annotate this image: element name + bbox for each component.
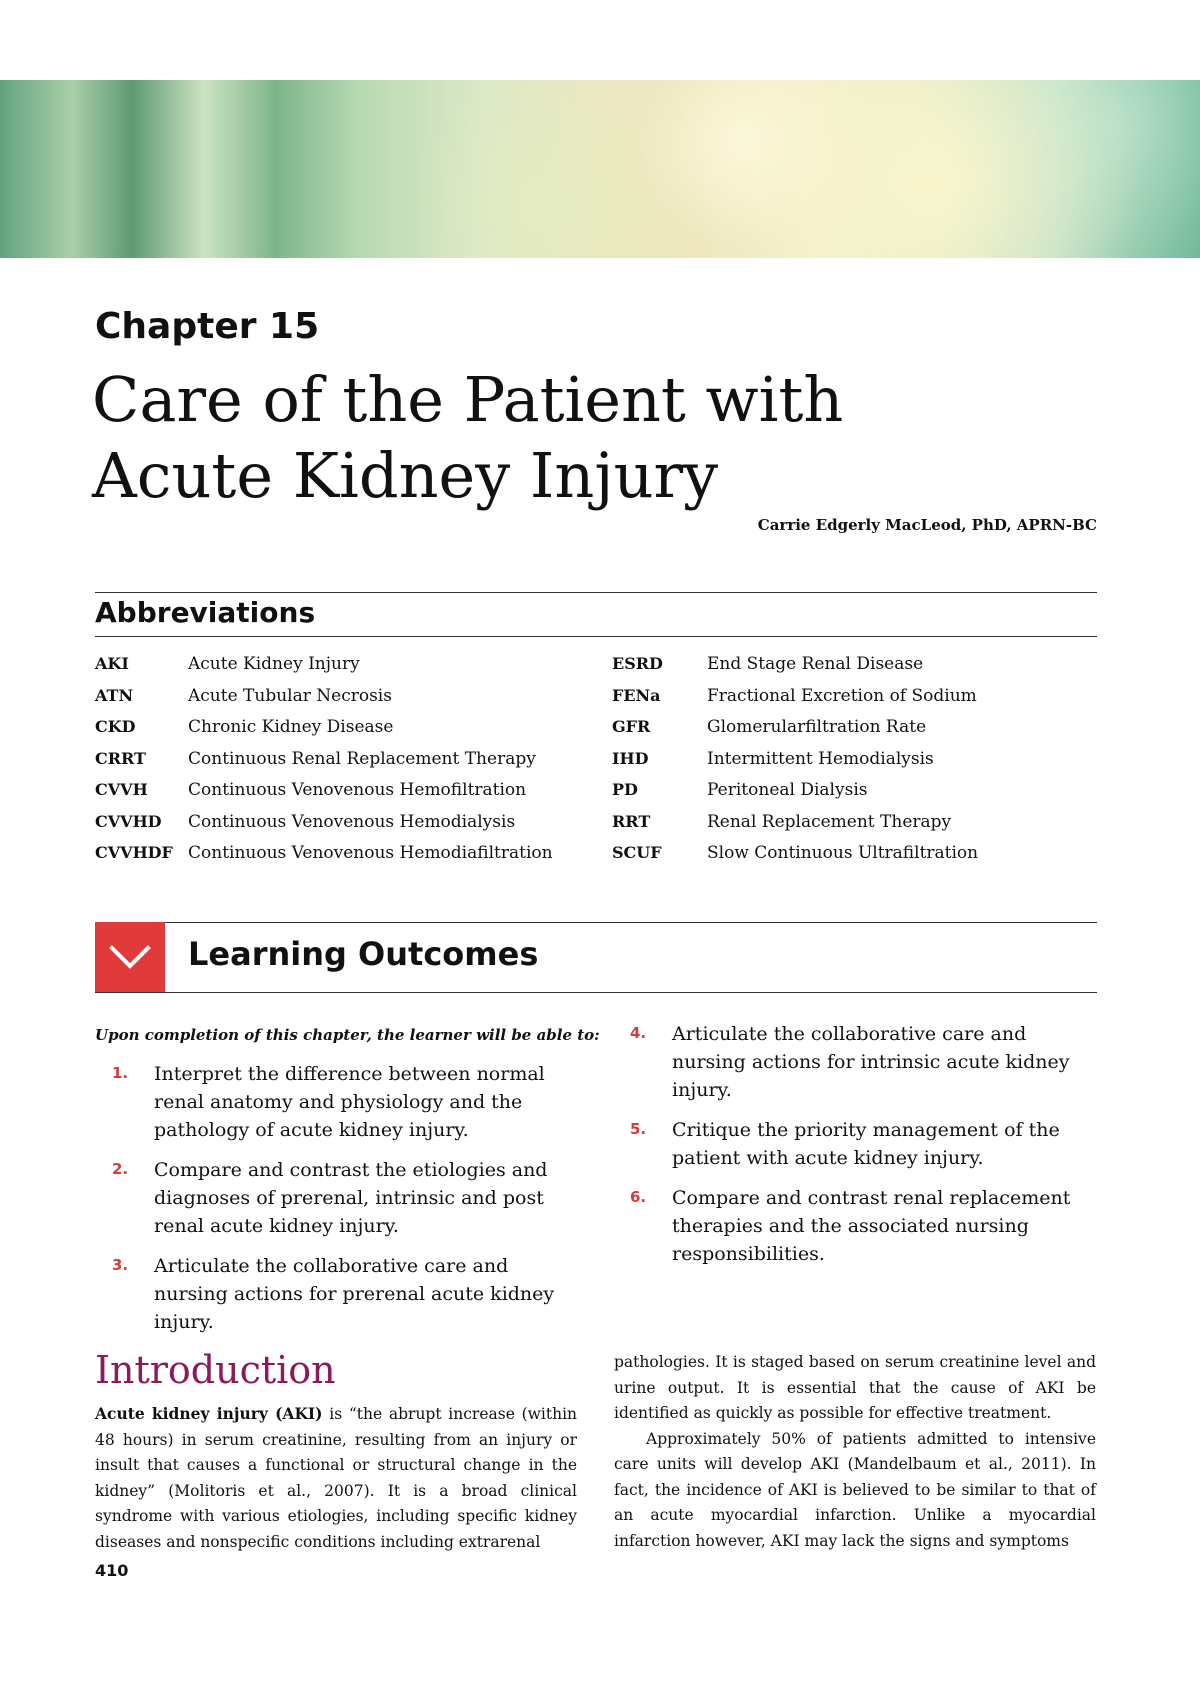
abbreviation-row (95, 843, 615, 875)
abbreviation-term: Continuous Venovenous Hemofiltration (188, 780, 527, 800)
abbreviation-term: Slow Continuous Ultrafiltration (707, 843, 979, 863)
divider (95, 636, 1097, 637)
abbreviation-code: ATN (95, 685, 134, 705)
outcome-number: 1. (112, 1064, 129, 1082)
chapter-title-line1: Care of the Patient with (92, 363, 844, 436)
chevron-down-icon (108, 943, 152, 971)
defined-term: Acute kidney injury (AKI) (95, 1404, 323, 1423)
abbreviation-term: Continuous Venovenous Hemodialysis (188, 811, 516, 832)
abbreviation-code: CRRT (95, 748, 146, 768)
outcome-item (630, 1020, 1085, 1104)
abbreviation-code: CVVHD (95, 811, 162, 831)
abbreviation-term: Renal Replacement Therapy (707, 811, 952, 832)
outcome-number: 2. (112, 1160, 129, 1178)
abbreviation-row (612, 780, 1092, 812)
divider (95, 922, 1097, 923)
divider (95, 992, 1097, 993)
outcome-number: 3. (112, 1256, 129, 1274)
chapter-author: Carrie Edgerly MacLeod, PhD, APRN-BC (757, 516, 1097, 534)
outcome-text: Articulate the collaborative care and nursing actions for prerenal acute kidney injury. (154, 1255, 555, 1333)
abbreviation-term: End Stage Renal Disease (707, 654, 924, 674)
abbreviations-heading: Abbreviations (95, 596, 316, 629)
abbreviation-term: Intermittent Hemodialysis (707, 748, 934, 769)
abbreviation-row (95, 780, 615, 812)
abbreviation-code: CVVH (95, 780, 148, 799)
abbreviation-term: Acute Kidney Injury (188, 654, 360, 674)
outcome-item (112, 1156, 587, 1240)
abbreviation-row (95, 654, 615, 686)
introduction-right-column (614, 1350, 1096, 1554)
outcome-text: Compare and contrast renal replacement therapies and the associated nursing responsibilities. (672, 1187, 1071, 1265)
outcomes-list-left (112, 1060, 587, 1348)
abbreviation-row (612, 812, 1092, 844)
abbreviation-code: GFR (612, 717, 651, 736)
outcome-number: 6. (630, 1188, 647, 1206)
abbreviation-term: Continuous Renal Replacement Therapy (188, 748, 536, 769)
abbreviations-list-right (612, 654, 1092, 875)
chapter-title (92, 362, 992, 514)
abbreviation-term: Fractional Excretion of Sodium (707, 685, 977, 706)
abbreviations-list-left (95, 654, 615, 875)
outcomes-intro: Upon completion of this chapter, the learner will be able to: (95, 1026, 600, 1044)
abbreviation-row (612, 843, 1092, 875)
outcome-number: 4. (630, 1024, 647, 1042)
abbreviation-term: Chronic Kidney Disease (188, 717, 394, 737)
abbreviation-code: SCUF (612, 843, 662, 862)
abbreviation-term: Acute Tubular Necrosis (188, 685, 392, 706)
abbreviation-row (612, 717, 1092, 749)
abbreviation-code: FENa (612, 685, 661, 705)
abbreviation-row (95, 749, 615, 781)
abbreviation-row (95, 717, 615, 749)
abbreviation-code: IHD (612, 748, 649, 768)
abbreviation-code: AKI (95, 654, 129, 673)
abbreviation-code: ESRD (612, 654, 663, 673)
outcomes-badge (95, 922, 165, 992)
introduction-paragraph: pathologies. It is staged based on serum creatinine level and urine output. It is essential that the cause of AKI be identified as quickly as possible for effective treatment. (614, 1353, 1096, 1422)
outcome-number: 5. (630, 1120, 647, 1138)
abbreviation-row (612, 749, 1092, 781)
outcome-text: Interpret the difference between normal renal anatomy and physiology and the pathology of acute kidney injury. (154, 1063, 545, 1141)
outcome-item (630, 1184, 1085, 1268)
outcome-text: Critique the priority management of the patient with acute kidney injury. (672, 1119, 1060, 1169)
abbreviation-row (612, 686, 1092, 718)
paragraph-text: is “the abrupt increase (within 48 hours) in serum creatinine, resulting from an injury or insult that causes a functional or structural change in the kidney” (Molitoris et al., 2007). It is a broad clinical syndrome with various etiologies, including specific kidney diseases and nonspecific conditions including extrarenal (95, 1405, 578, 1551)
outcome-item (112, 1252, 587, 1336)
abbreviation-code: CVVHDF (95, 843, 173, 862)
abbreviation-row (95, 812, 615, 844)
chapter-title-line2: Acute Kidney Injury (92, 439, 719, 512)
page-number: 410 (95, 1561, 129, 1580)
abbreviation-term: Continuous Venovenous Hemodiafiltration (188, 843, 553, 863)
outcome-item (630, 1116, 1085, 1172)
outcome-item (112, 1060, 587, 1144)
abbreviation-code: PD (612, 780, 638, 799)
introduction-left-column (95, 1401, 577, 1555)
chapter-banner-image (0, 80, 1200, 258)
outcome-text: Compare and contrast the etiologies and diagnoses of prerenal, intrinsic and post renal acute kidney injury. (154, 1159, 548, 1237)
introduction-paragraph: Approximately 50% of patients admitted to intensive care units will develop AKI (Mandelbaum et al., 2011). In fact, the incidence of AKI is believed to be similar to that of an acute myocardial infarction. Unlike a myocardial infarction however, AKI may lack the signs and symptoms (614, 1429, 1096, 1550)
abbreviation-term: Peritoneal Dialysis (707, 780, 868, 800)
abbreviation-term: Glomerularfiltration Rate (707, 717, 927, 737)
abbreviation-row (95, 686, 615, 718)
divider (95, 592, 1097, 593)
learning-outcomes-heading: Learning Outcomes (188, 935, 539, 973)
abbreviation-code: CKD (95, 717, 136, 736)
introduction-paragraph (95, 1401, 577, 1555)
abbreviation-row (612, 654, 1092, 686)
outcome-text: Articulate the collaborative care and nursing actions for intrinsic acute kidney injury. (672, 1023, 1070, 1101)
introduction-heading: Introduction (95, 1348, 336, 1392)
outcomes-list-right (630, 1020, 1085, 1280)
abbreviation-code: RRT (612, 811, 651, 831)
chapter-label: Chapter 15 (95, 306, 320, 347)
